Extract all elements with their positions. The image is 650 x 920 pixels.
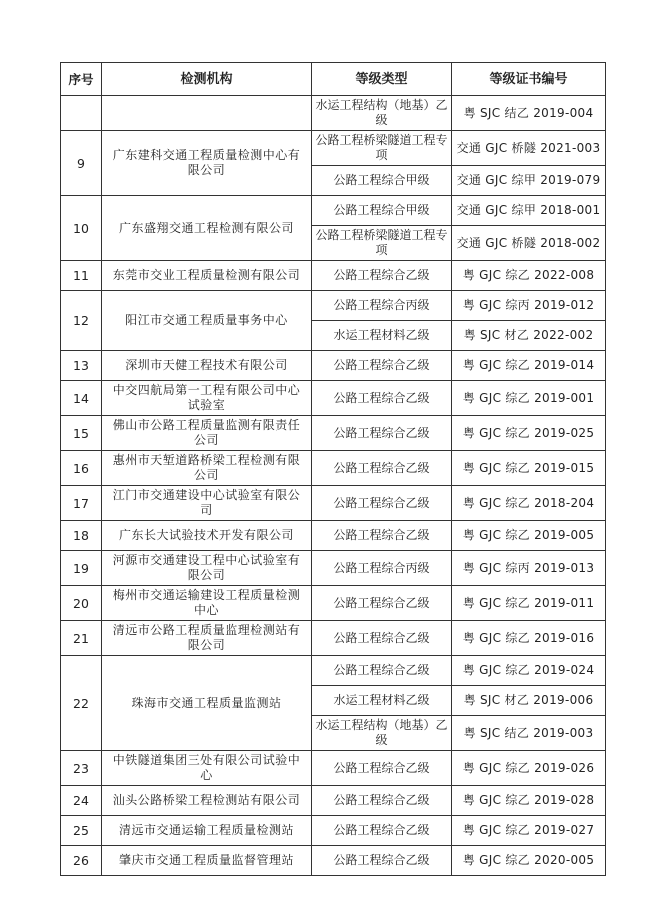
certificate-number: 交通 GJC 桥隧 2018-002 xyxy=(452,226,606,261)
agency-name: 阳江市交通工程质量事务中心 xyxy=(102,291,312,351)
grade-type: 公路工程桥梁隧道工程专项 xyxy=(312,131,452,166)
table-row xyxy=(61,131,606,166)
agency-name: 东莞市交业工程质量检测有限公司 xyxy=(102,261,312,291)
row-index: 20 xyxy=(61,586,102,621)
table-row xyxy=(61,351,606,381)
table-body xyxy=(61,96,606,876)
table-row xyxy=(61,751,606,786)
agency-name: 肇庆市交通工程质量监督管理站 xyxy=(102,846,312,876)
agency-name: 中交四航局第一工程有限公司中心试验室 xyxy=(102,381,312,416)
grade-type: 公路工程综合乙级 xyxy=(312,521,452,551)
certificate-number: 粤 GJC 综丙 2019-013 xyxy=(452,551,606,586)
certificate-number: 粤 GJC 综乙 2019-016 xyxy=(452,621,606,656)
row-index: 16 xyxy=(61,451,102,486)
row-index: 11 xyxy=(61,261,102,291)
certificate-number: 粤 GJC 综乙 2019-024 xyxy=(452,656,606,686)
table-row xyxy=(61,786,606,816)
certificate-number: 粤 GJC 综乙 2019-001 xyxy=(452,381,606,416)
table-row xyxy=(61,586,606,621)
agency-name: 江门市交通建设中心试验室有限公司 xyxy=(102,486,312,521)
row-index: 9 xyxy=(61,131,102,196)
grade-type: 水运工程材料乙级 xyxy=(312,321,452,351)
row-index: 18 xyxy=(61,521,102,551)
grade-type: 公路工程桥梁隧道工程专项 xyxy=(312,226,452,261)
certificate-number: 交通 GJC 综甲 2018-001 xyxy=(452,196,606,226)
header-grade-type: 等级类型 xyxy=(312,63,452,96)
row-index: 26 xyxy=(61,846,102,876)
table-row xyxy=(61,846,606,876)
header-index: 序号 xyxy=(61,63,102,96)
agency-name: 中铁隧道集团三处有限公司试验中心 xyxy=(102,751,312,786)
agency-name: 清远市公路工程质量监理检测站有限公司 xyxy=(102,621,312,656)
table-row xyxy=(61,451,606,486)
agency-name: 清远市交通运输工程质量检测站 xyxy=(102,816,312,846)
grade-type: 公路工程综合乙级 xyxy=(312,816,452,846)
row-index: 24 xyxy=(61,786,102,816)
agency-name: 广东盛翔交通工程检测有限公司 xyxy=(102,196,312,261)
header-agency: 检测机构 xyxy=(102,63,312,96)
table-row xyxy=(61,261,606,291)
certificate-number: 粤 SJC 结乙 2019-003 xyxy=(452,716,606,751)
table-row xyxy=(61,291,606,321)
agency-name: 汕头公路桥梁工程检测站有限公司 xyxy=(102,786,312,816)
agency-name: 河源市交通建设工程中心试验室有限公司 xyxy=(102,551,312,586)
table-row xyxy=(61,521,606,551)
row-index: 10 xyxy=(61,196,102,261)
grade-type: 公路工程综合乙级 xyxy=(312,656,452,686)
grade-type: 公路工程综合乙级 xyxy=(312,621,452,656)
certificate-number: 粤 GJC 综乙 2019-027 xyxy=(452,816,606,846)
grade-type: 公路工程综合丙级 xyxy=(312,551,452,586)
certificate-number: 粤 SJC 材乙 2019-006 xyxy=(452,686,606,716)
row-index: 12 xyxy=(61,291,102,351)
agency-name: 珠海市交通工程质量监测站 xyxy=(102,656,312,751)
row-index: 15 xyxy=(61,416,102,451)
certificate-number: 粤 GJC 综乙 2019-011 xyxy=(452,586,606,621)
table-row xyxy=(61,381,606,416)
grade-type: 水运工程结构（地基）乙级 xyxy=(312,716,452,751)
grade-type: 公路工程综合甲级 xyxy=(312,196,452,226)
grade-type: 公路工程综合乙级 xyxy=(312,261,452,291)
agency-name: 广东建科交通工程质量检测中心有限公司 xyxy=(102,131,312,196)
grade-type: 公路工程综合乙级 xyxy=(312,351,452,381)
table-header-row xyxy=(61,63,606,96)
certificate-number: 粤 GJC 综乙 2019-026 xyxy=(452,751,606,786)
grade-type: 公路工程综合乙级 xyxy=(312,786,452,816)
table-row xyxy=(61,96,606,131)
row-index: 19 xyxy=(61,551,102,586)
table-row xyxy=(61,196,606,226)
certificate-number: 粤 GJC 综乙 2020-005 xyxy=(452,846,606,876)
grade-type: 公路工程综合乙级 xyxy=(312,486,452,521)
certificate-number: 粤 GJC 综丙 2019-012 xyxy=(452,291,606,321)
row-index: 13 xyxy=(61,351,102,381)
row-index: 21 xyxy=(61,621,102,656)
grade-type: 公路工程综合乙级 xyxy=(312,451,452,486)
row-index: 25 xyxy=(61,816,102,846)
row-index xyxy=(61,96,102,131)
grade-type: 公路工程综合乙级 xyxy=(312,586,452,621)
certificate-number: 粤 GJC 综乙 2019-015 xyxy=(452,451,606,486)
table-row xyxy=(61,816,606,846)
grade-type: 公路工程综合甲级 xyxy=(312,166,452,196)
grade-type: 公路工程综合乙级 xyxy=(312,751,452,786)
row-index: 23 xyxy=(61,751,102,786)
grade-type: 水运工程结构（地基）乙级 xyxy=(312,96,452,131)
grade-type: 公路工程综合乙级 xyxy=(312,846,452,876)
agency-name: 梅州市交通运输建设工程质量检测中心 xyxy=(102,586,312,621)
certificate-number: 粤 GJC 综乙 2019-028 xyxy=(452,786,606,816)
grade-type: 公路工程综合丙级 xyxy=(312,291,452,321)
table-row xyxy=(61,551,606,586)
grade-type: 公路工程综合乙级 xyxy=(312,416,452,451)
table-row xyxy=(61,486,606,521)
agency-name: 广东长大试验技术开发有限公司 xyxy=(102,521,312,551)
row-index: 22 xyxy=(61,656,102,751)
grade-type: 公路工程综合乙级 xyxy=(312,381,452,416)
certificate-number: 交通 GJC 桥隧 2021-003 xyxy=(452,131,606,166)
table-row xyxy=(61,621,606,656)
certificate-number: 粤 SJC 结乙 2019-004 xyxy=(452,96,606,131)
certificate-number: 粤 GJC 综乙 2019-025 xyxy=(452,416,606,451)
row-index: 17 xyxy=(61,486,102,521)
table-row xyxy=(61,416,606,451)
certificate-number: 粤 GJC 综乙 2019-014 xyxy=(452,351,606,381)
certificate-number: 粤 SJC 材乙 2022-002 xyxy=(452,321,606,351)
certificate-number: 粤 GJC 综乙 2018-204 xyxy=(452,486,606,521)
inspection-agency-table xyxy=(60,62,606,876)
row-index: 14 xyxy=(61,381,102,416)
agency-name: 惠州市天堑道路桥梁工程检测有限公司 xyxy=(102,451,312,486)
certificate-number: 粤 GJC 综乙 2022-008 xyxy=(452,261,606,291)
certificate-number: 交通 GJC 综甲 2019-079 xyxy=(452,166,606,196)
certificate-number: 粤 GJC 综乙 2019-005 xyxy=(452,521,606,551)
table-row xyxy=(61,656,606,686)
agency-name: 佛山市公路工程质量监测有限责任公司 xyxy=(102,416,312,451)
agency-name: 深圳市天健工程技术有限公司 xyxy=(102,351,312,381)
agency-name xyxy=(102,96,312,131)
header-certificate-no: 等级证书编号 xyxy=(452,63,606,96)
grade-type: 水运工程材料乙级 xyxy=(312,686,452,716)
